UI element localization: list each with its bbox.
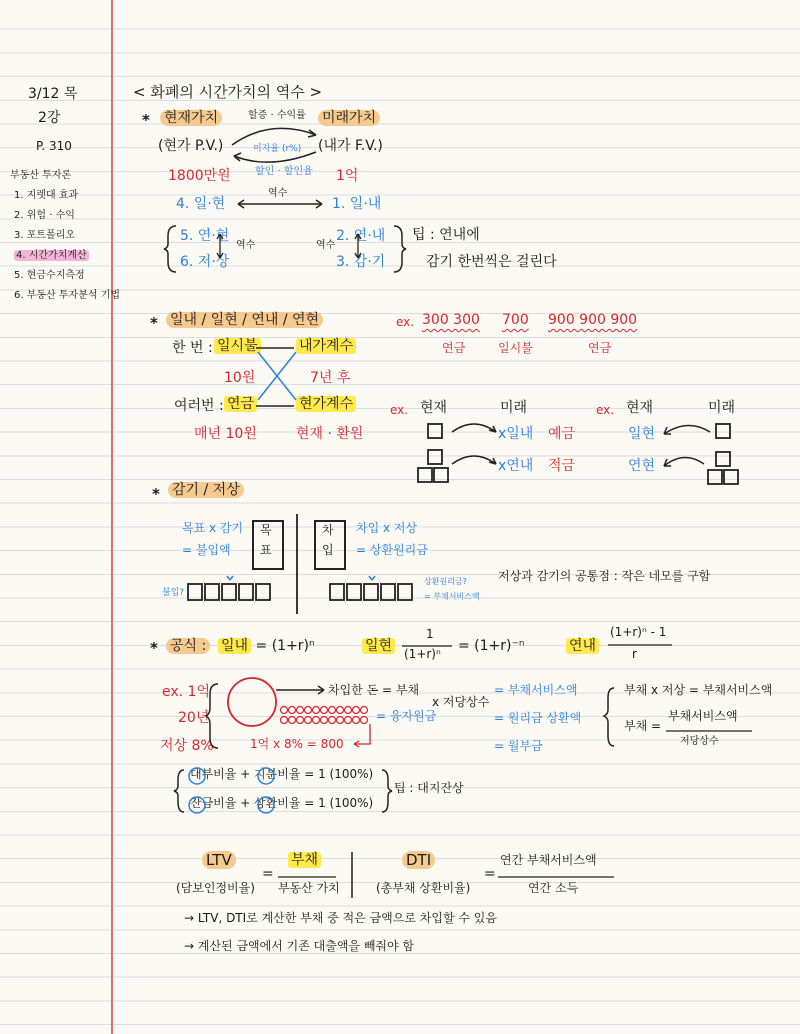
repayment-boxes (330, 584, 412, 600)
pv-conversion: 현재 · 환원 (296, 426, 364, 442)
left-brace (174, 770, 184, 812)
borrowed-label: 차입한 돈 = 부채 (328, 683, 420, 697)
goal-box-char: 표 (260, 543, 272, 557)
yeonnae-label: 연내 (566, 638, 599, 654)
ratio-tip: 팁 : 대지잔상 (394, 781, 464, 795)
sidebar-item: 2. 위험 · 수익 (14, 210, 75, 221)
example-amount: 300 300 (422, 312, 480, 328)
row-ilnae: 1. 일·내 (332, 196, 382, 212)
right-brace (394, 226, 406, 272)
sidebar-page: P. 310 (36, 139, 72, 153)
fv-heading-label: 미래가치 (318, 110, 380, 126)
example-tag: 연금 (442, 341, 466, 355)
repayment-formula: = 상환원리금 (356, 543, 428, 557)
sidebar-item: 6. 부동산 투자분석 기법 (14, 290, 121, 301)
debt-service-result: = 부채서비스액 (494, 683, 578, 697)
premium-label: 할증 · 수익률 (248, 110, 306, 121)
seven-years: 7년 후 (310, 370, 351, 386)
yeon-hyeon: 연현 (628, 458, 656, 474)
loan-principal: = 융자원금 (376, 709, 437, 723)
ltv-label: LTV (202, 851, 236, 869)
formula-label-text: 공식 : (166, 638, 210, 654)
row-yeonhyeon: 5. 연·현 (180, 228, 230, 244)
yearly-ten: 매년 10원 (194, 426, 257, 442)
left-brace (164, 226, 176, 272)
example-rate: 저상 8% (160, 738, 214, 754)
pv-label: (현가 P.V.) (158, 138, 224, 154)
section-heading-label: 감기 / 저상 (168, 482, 244, 498)
now-label: 현재 (626, 400, 654, 416)
dti-subtitle: (총부채 상환비율) (376, 881, 471, 895)
il-hyeon: 일현 (628, 426, 656, 442)
sidebar-item: 3. 포트폴리오 (14, 230, 76, 241)
page-title: < 화폐의 시간가치의 역수 > (133, 83, 323, 101)
monthly-payment-result: = 월부금 (494, 739, 543, 753)
calc-result: 1억 x 8% = 800 (250, 737, 344, 751)
arrow-pv-to-fv (232, 128, 316, 145)
tip-line1: 팁 : 연내에 (412, 227, 480, 243)
sidebar-topic: 부동산 투자론 (10, 170, 72, 181)
section-heading-label: 일내 / 일현 / 연내 / 연현 (166, 312, 323, 328)
borrow-formula: 차입 x 저상 (356, 521, 418, 535)
future-label: 미래 (500, 400, 528, 416)
lump-sum-label: 일시불 (214, 338, 261, 354)
annuity-label: 연금 (224, 396, 257, 412)
example-label: ex. (390, 403, 409, 417)
right-brace (382, 770, 392, 812)
left-brace (604, 688, 614, 746)
borrow-box-char: 차 (322, 523, 334, 537)
sidebar-lecture: 2강 (38, 110, 61, 126)
deposit-label: 예금 (548, 426, 576, 442)
ilnae-expression: = (1+r)ⁿ (255, 638, 315, 654)
example-amount: 700 (502, 312, 529, 328)
mortgage-constant-label: x 저당상수 (432, 695, 490, 709)
tip-line2: 감기 한번씩은 걸린다 (426, 254, 557, 270)
example-amount: 900 900 900 (548, 312, 638, 328)
ltv-numerator-label: 부채 (288, 852, 321, 868)
reciprocal-label: 역수 (236, 240, 256, 251)
yeonnae-denominator: r (632, 647, 637, 661)
ratio-rule-1: 대부비율 + 지분비율 = 1 (100%) (190, 767, 374, 781)
il-nae: x일내 (498, 426, 534, 442)
ltv-equals: = (262, 866, 274, 882)
example-years: 20년 (178, 710, 210, 726)
ilhyeon-label: 일현 (362, 638, 395, 654)
section-star: * (150, 314, 158, 332)
yeonnae-numerator: (1+r)ⁿ - 1 (610, 625, 667, 639)
section-star: * (150, 639, 158, 657)
ratio-rule-2: 잔금비율 + 상환비율 = 1 (100%) (190, 796, 374, 810)
rule-debt-numerator: 부채서비스액 (668, 709, 738, 723)
left-brace (206, 684, 218, 748)
many-label: 여러번 : (174, 398, 224, 414)
loan-circle (228, 678, 276, 726)
common-point-note: 저상과 감기의 공통점 : 작은 네모를 구함 (498, 569, 711, 583)
pv-coefficient-label: 현가계수 (296, 396, 356, 412)
section-star: * (152, 485, 160, 503)
rule-debt-service: 부채 x 저상 = 부채서비스액 (624, 683, 773, 697)
borrow-box-char: 입 (322, 543, 334, 557)
yeon-nae: x연내 (498, 458, 534, 474)
example-label: ex. (596, 403, 615, 417)
repayment-question: 상환원리금? (424, 577, 467, 586)
goal-box-char: 목 (260, 523, 272, 537)
row-gamgi: 3. 감·기 (336, 254, 386, 270)
dti-label: DTI (402, 851, 435, 869)
example-tag: 연금 (588, 341, 612, 355)
pv-value: 1800만원 (168, 168, 231, 184)
section-star: * (142, 111, 150, 129)
savings-label: 적금 (548, 458, 576, 474)
ltv-denominator: 부동산 가치 (278, 881, 340, 895)
future-label: 미래 (708, 400, 736, 416)
reciprocal-label: 역수 (316, 240, 336, 251)
row-jeosang: 6. 저·상 (180, 254, 230, 270)
ilhyeon-denominator: (1+r)ⁿ (404, 647, 441, 661)
fv-coefficient-label: 내가계수 (296, 338, 356, 354)
existing-loan-note: → 계산된 금액에서 기존 대출액을 빼줘야 함 (184, 939, 415, 953)
example-amount: ex. 1억 (162, 684, 210, 700)
sidebar-date: 3/12 목 (28, 86, 78, 102)
once-label: 한 번 : (172, 340, 213, 356)
ilhyeon-tail: = (1+r)⁻ⁿ (458, 638, 525, 654)
arrow-fv-to-pv (234, 152, 316, 162)
ltv-subtitle: (담보인정비율) (176, 881, 255, 895)
row-yeonnae: 2. 연·내 (336, 228, 386, 244)
sidebar-item-label: 4. 시간가치계산 (16, 250, 87, 261)
principal-repayment-result: = 원리금 상환액 (494, 711, 582, 725)
sidebar-item: 1. 지렛대 효과 (14, 190, 79, 201)
ten-won: 10원 (224, 370, 256, 386)
rule-debt-denominator: 저당상수 (680, 736, 719, 747)
example-tag: 일시불 (498, 341, 533, 355)
sidebar-item: 5. 현금수지측정 (14, 270, 85, 281)
fv-label: (내가 F.V.) (318, 138, 383, 154)
ratio-circles (189, 768, 274, 813)
dti-denominator: 연간 소득 (528, 881, 579, 895)
rule-debt-label: 부채 = (624, 719, 662, 733)
fv-value: 1억 (336, 168, 359, 184)
now-label: 현재 (420, 400, 448, 416)
pv-heading-label: 현재가치 (160, 110, 222, 126)
goal-formula: 목표 x 감기 (182, 521, 244, 535)
ltv-dti-note: → LTV, DTI로 계산한 부채 중 적은 금액으로 차입할 수 있음 (184, 911, 497, 925)
row-ilhyeon: 4. 일·현 (176, 196, 226, 212)
dti-equals: = (484, 866, 496, 882)
payment-question: 불입? (162, 588, 185, 598)
example-label: ex. (396, 315, 415, 329)
payment-boxes (188, 584, 270, 600)
interest-label: 이자율 (r%) (253, 144, 302, 154)
reciprocal-label: 역수 (268, 188, 288, 199)
dti-numerator: 연간 부채서비스액 (500, 853, 597, 867)
debt-service-label: = 부채서비스액 (424, 592, 480, 601)
ilhyeon-numerator: 1 (426, 627, 434, 641)
discount-label: 할인 · 할인율 (255, 166, 313, 177)
payment-formula: = 불입액 (182, 543, 231, 557)
ilnae-label: 일내 (218, 638, 251, 654)
payment-circles (281, 707, 368, 724)
